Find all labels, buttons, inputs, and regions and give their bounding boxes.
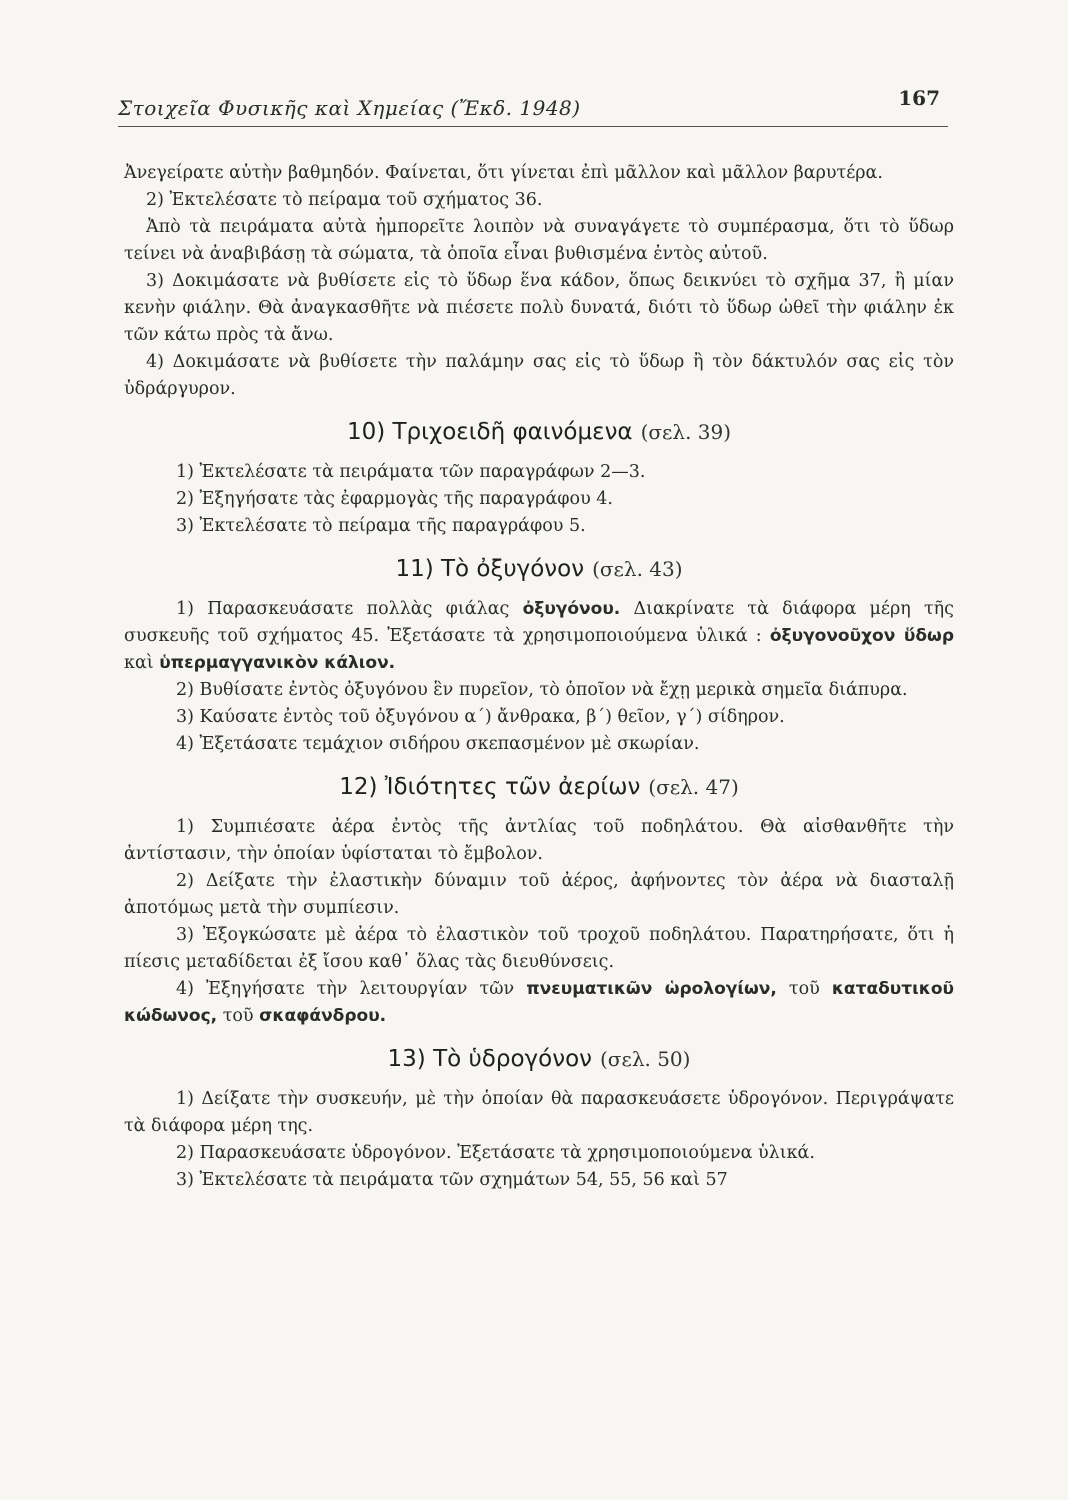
section-10-title: 10) Τριχοειδῆ φαινόμενα — [346, 419, 633, 445]
section-13-item-3: 3) Ἐκτελέσατε τὰ πειράματα τῶν σχημάτων 54, 55, 56 καὶ 57 — [176, 1170, 728, 1190]
intro-paragraph-1: Ἀνεγείρατε αὐτὴν βαθμηδόν. Φαίνεται, ὅτι γίνεται ἐπὶ μᾶλλον καὶ μᾶλλον βαρυτέρα. — [124, 163, 883, 183]
intro-paragraph-4: 3) Δοκιμάσατε νὰ βυθίσετε εἰς τὸ ὕδωρ ἕνα κάδον, ὅπως δεικνύει τὸ σχῆμα 37, ἢ μίαν κενὴν φιάλην. Θὰ ἀναγκασθῆτε νὰ πιέσετε πολὺ δυνατά, διότι τὸ ὕδωρ ὠθεῖ τὴν φιάλην ἐκ τῶν κάτω πρὸς τὰ ἄνω. — [124, 271, 954, 345]
section-11-item-3: 3) Καύσατε ἐντὸς τοῦ ὀξυγόνου α΄) ἄνθρακα, β΄) θεῖον, γ΄) σίδηρον. — [176, 707, 785, 727]
section-12-heading — [124, 772, 954, 802]
item-text: τοῦ — [222, 1006, 254, 1026]
item-text: 1) Παρασκευάσατε πολλὰς φιάλας — [176, 599, 510, 619]
term-potassium-permanganate: ὑπερμαγγανικὸν κάλιον. — [159, 653, 396, 673]
intro-paragraph-2: 2) Ἐκτελέσατε τὸ πείραμα τοῦ σχήματος 36. — [146, 190, 543, 210]
page-header — [118, 86, 948, 127]
section-12-item-1: 1) Συμπιέσατε ἀέρα ἐντὸς τῆς ἀντλίας τοῦ ποδηλάτου. Θὰ αἰσθανθῆτε τὴν ἀντίστασιν, τὴν ὁποίαν ὑφίσταται τὸ ἔμβολον. — [124, 817, 954, 864]
section-10-item-3: 3) Ἐκτελέσατε τὸ πείραμα τῆς παραγράφου 5. — [176, 516, 586, 536]
section-11-title: 11) Τὸ ὀξυγόνον — [395, 556, 585, 582]
section-13-item-1: 1) Δείξατε τὴν συσκευήν, μὲ τὴν ὁποίαν θὰ παρασκευάσετε ὑδρογόνον. Περιγράψατε τὰ διάφορα μέρη της. — [124, 1089, 954, 1136]
page-number: 167 — [898, 86, 940, 110]
term-oxygen: ὀξυγόνου. — [522, 599, 621, 619]
term-diving-suit: σκαφάνδρου. — [259, 1006, 387, 1026]
page-body — [124, 160, 954, 1194]
section-13-heading — [124, 1044, 954, 1074]
section-10-heading — [124, 417, 954, 447]
item-text: Διακρίνατε τὰ διάφορα μέρη τῆς συσκευῆς τοῦ σχήματος 45. Ἐξετάσατε τὰ χρησιμοποιούμενα ὑλικά : — [124, 599, 954, 646]
intro-paragraph-3: Ἀπὸ τὰ πειράματα αὐτὰ ἠμπορεῖτε λοιπὸν νὰ συναγάγετε τὸ συμπέρασμα, ὅτι τὸ ὕδωρ τείνει νὰ ἀναβιβάσῃ τὰ σώματα, τὰ ὁποῖα εἶναι βυθισμένα ἐντὸς αὐτοῦ. — [124, 217, 954, 264]
intro-paragraph-5: 4) Δοκιμάσατε νὰ βυθίσετε τὴν παλάμην σας εἰς τὸ ὕδωρ ἢ τὸν δάκτυλόν σας εἰς τὸν ὑδράργυρον. — [124, 352, 954, 399]
section-11-page-ref: (σελ. 43) — [592, 557, 683, 581]
section-12-item-4 — [124, 976, 954, 1030]
section-12-item-3: 3) Ἐξογκώσατε μὲ ἀέρα τὸ ἐλαστικὸν τοῦ τροχοῦ ποδηλάτου. Παρατηρήσατε, ὅτι ἡ πίεσις μεταδίδεται ἐξ ἴσου καθ᾽ ὅλας τὰς διευθύνσεις. — [124, 925, 954, 972]
section-11-item-1 — [124, 596, 954, 677]
section-12-item-2: 2) Δείξατε τὴν ἐλαστικὴν δύναμιν τοῦ ἀέρος, ἀφήνοντες τὸν ἀέρα νὰ διασταλῇ ἀποτόμως μετὰ τὴν συμπίεσιν. — [124, 871, 954, 918]
section-13-title: 13) Τὸ ὑδρογόνον — [387, 1046, 592, 1072]
term-oxygenated-water: ὀξυγονοῦχον ὕδωρ — [769, 626, 954, 646]
running-title: Στοιχεῖα Φυσικῆς καὶ Χημείας (Ἔκδ. 1948) — [118, 96, 581, 120]
section-13-page-ref: (σελ. 50) — [600, 1047, 691, 1071]
section-11-item-2: 2) Βυθίσατε ἐντὸς ὀξυγόνου ἓν πυρεῖον, τὸ ὁποῖον νὰ ἔχῃ μερικὰ σημεῖα διάπυρα. — [176, 680, 908, 700]
section-10-page-ref: (σελ. 39) — [640, 420, 732, 444]
term-diving-bell: καταδυτικοῦ κώδωνος, — [124, 979, 954, 1026]
item-text: 4) Ἐξηγήσατε τὴν λειτουργίαν τῶν — [176, 979, 515, 999]
term-pneumatic-clocks: πνευματικῶν ὡρολογίων, — [526, 979, 777, 999]
section-10-item-2: 2) Ἐξηγήσατε τὰς ἐφαρμογὰς τῆς παραγράφου 4. — [176, 489, 613, 509]
section-11-item-4: 4) Ἐξετάσατε τεμάχιον σιδήρου σκεπασμένον μὲ σκωρίαν. — [176, 734, 700, 754]
section-12-title: 12) Ἰδιότητες τῶν ἀερίων — [339, 774, 641, 800]
item-text: καὶ — [124, 653, 154, 673]
item-text: τοῦ — [788, 979, 820, 999]
section-11-heading — [124, 554, 954, 584]
section-12-page-ref: (σελ. 47) — [648, 775, 739, 799]
section-10-item-1: 1) Ἐκτελέσατε τὰ πειράματα τῶν παραγράφων 2—3. — [176, 462, 646, 482]
section-13-item-2: 2) Παρασκευάσατε ὑδρογόνον. Ἐξετάσατε τὰ χρησιμοποιούμενα ὑλικά. — [176, 1143, 815, 1163]
